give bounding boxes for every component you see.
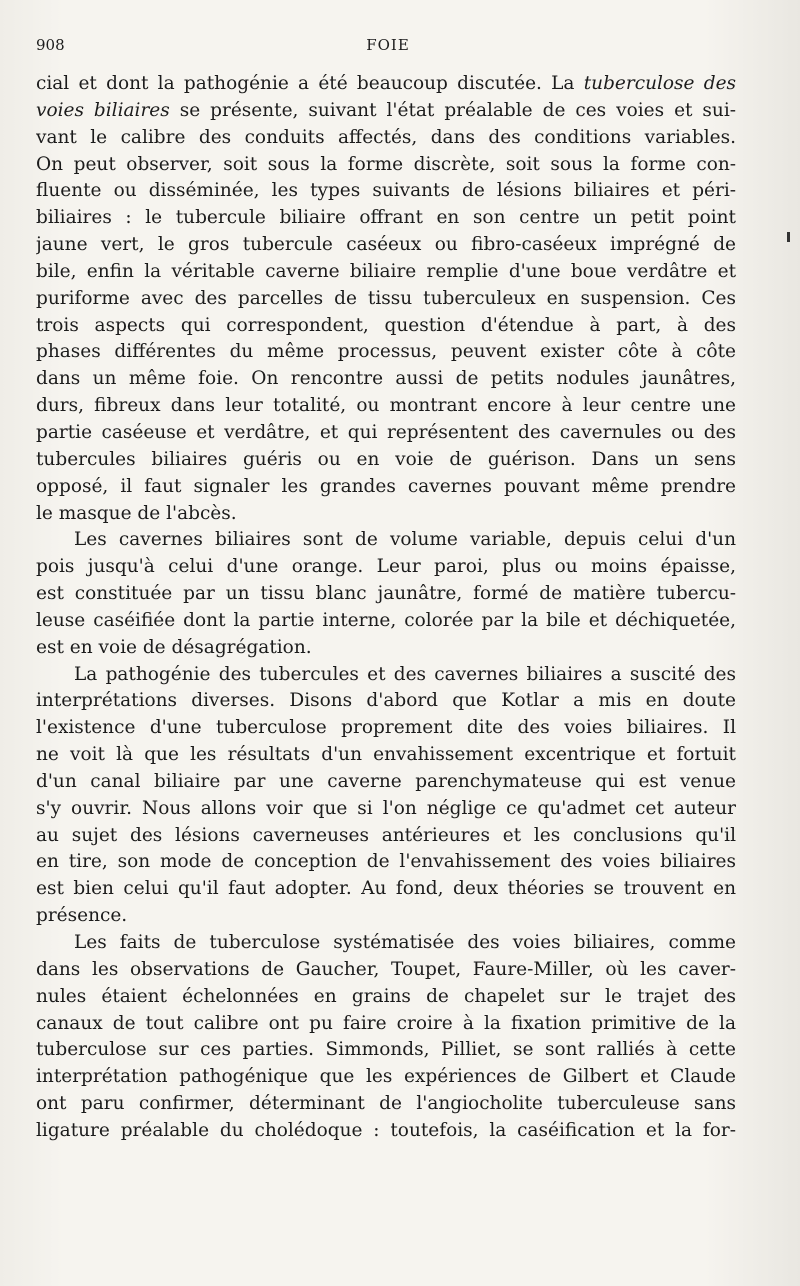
text-line — [36, 608, 736, 635]
text-line — [36, 98, 736, 125]
italic-text: voies biliaires — [36, 99, 170, 121]
line-text: biliaires : le tubercule biliaire offrant en son centre un petit point — [36, 207, 736, 229]
line-text: Les faits de tuberculose systématisée des voies biliaires, comme — [74, 932, 736, 953]
line-text: canaux de tout calibre ont pu faire croire à la fixation primitive de la — [36, 1012, 736, 1034]
line-text: le masque de l'abcès. — [36, 502, 237, 524]
line-text: ont paru confirmer, déterminant de l'angiocholite tuberculeuse sans — [36, 1093, 736, 1115]
text-line — [36, 876, 736, 903]
text-line — [36, 635, 736, 662]
line-text: La pathogénie des tubercules et des cavernes biliaires a suscité des — [74, 663, 736, 685]
line-text: se présente, suivant l'état préalable de ces voies et sui- — [169, 99, 736, 121]
line-text: nules étaient échelonnées en grains de chapelet sur le trajet des — [36, 985, 736, 1007]
text-line — [36, 796, 736, 823]
text-line — [36, 662, 736, 689]
line-text: cial et dont la pathogénie a été beaucoup discutée. La — [36, 73, 584, 94]
line-text: ligature préalable du cholédoque : toutefois, la caséification et la for- — [36, 1119, 736, 1141]
text-line — [36, 823, 736, 850]
margin-mark — [787, 232, 790, 242]
text-line — [36, 501, 736, 528]
text-line — [36, 984, 736, 1011]
text-line — [36, 178, 736, 205]
line-text: tuberculose sur ces parties. Simmonds, Pilliet, se sont ralliés à cette — [36, 1039, 736, 1061]
line-text: puriforme avec des parcelles de tissu tuberculeux en suspension. Ces — [36, 287, 736, 309]
line-text: partie caséeuse et verdâtre, et qui représentent des cavernules ou des — [36, 421, 736, 443]
text-line — [36, 1011, 736, 1038]
line-text: bile, enfin la véritable caverne biliaire remplie d'une boue verdâtre et — [36, 260, 736, 282]
text-line — [36, 769, 736, 796]
text-line — [36, 715, 736, 742]
page-header — [36, 36, 740, 58]
text-line — [36, 1064, 736, 1091]
line-text: ne voit là que les résultats d'un envahissement excentrique et fortuit — [36, 744, 736, 766]
line-text: est constituée par un tissu blanc jaunâtre, formé de matière tubercu- — [36, 583, 736, 605]
text-line — [36, 393, 736, 420]
line-text: trois aspects qui correspondent, question d'étendue à part, à des — [36, 314, 736, 336]
text-line — [36, 205, 736, 232]
line-text: On peut observer, soit sous la forme discrète, soit sous la forme con- — [36, 153, 736, 175]
text-line — [36, 930, 736, 957]
line-text: Les cavernes biliaires sont de volume variable, depuis celui d'un — [74, 529, 736, 551]
text-line — [36, 581, 736, 608]
text-line — [36, 447, 736, 474]
text-line — [36, 339, 736, 366]
text-line — [36, 1037, 736, 1064]
body-text — [36, 71, 736, 1145]
text-line — [36, 313, 736, 340]
line-text: s'y ouvrir. Nous allons voir que si l'on néglige ce qu'admet cet auteur — [36, 797, 736, 819]
text-line — [36, 742, 736, 769]
italic-text: tuberculose des — [583, 73, 736, 94]
line-text: fluente ou disséminée, les types suivants de lésions biliaires et péri- — [36, 180, 736, 202]
line-text: présence. — [36, 905, 128, 927]
line-text: jaune vert, le gros tubercule caséeux ou fibro-caséeux imprégné de — [36, 234, 736, 256]
text-line — [36, 527, 736, 554]
text-line — [36, 1091, 736, 1118]
line-text: l'existence d'une tuberculose proprement dite des voies biliaires. Il — [36, 717, 736, 739]
line-text: pois jusqu'à celui d'une orange. Leur paroi, plus ou moins épaisse, — [36, 556, 736, 578]
line-text: est bien celui qu'il faut adopter. Au fond, deux théories se trouvent en — [36, 878, 736, 900]
text-line — [36, 259, 736, 286]
text-line — [36, 420, 736, 447]
line-text: dans un même foie. On rencontre aussi de petits nodules jaunâtres, — [36, 368, 736, 390]
page-number: 908 — [36, 36, 65, 54]
line-text: au sujet des lésions caverneuses antérieures et les conclusions qu'il — [36, 824, 736, 846]
text-line — [36, 366, 736, 393]
line-text: durs, fibreux dans leur totalité, ou montrant encore à leur centre une — [36, 395, 736, 417]
line-text: leuse caséifiée dont la partie interne, colorée par la bile et déchiquetée, — [36, 609, 736, 631]
text-line — [36, 688, 736, 715]
text-line — [36, 286, 736, 313]
line-text: interprétations diverses. Disons d'abord que Kotlar a mis en doute — [36, 690, 736, 712]
text-line — [36, 957, 736, 984]
line-text: phases différentes du même processus, peuvent exister côte à côte — [36, 341, 736, 363]
line-text: vant le calibre des conduits affectés, dans des conditions variables. — [36, 126, 736, 148]
line-text: opposé, il faut signaler les grandes cavernes pouvant même prendre — [36, 475, 736, 497]
text-line — [36, 71, 736, 98]
line-text: d'un canal biliaire par une caverne parenchymateuse qui est venue — [36, 770, 736, 792]
text-line — [36, 903, 736, 930]
text-line — [36, 849, 736, 876]
line-text: est en voie de désagrégation. — [36, 636, 312, 658]
text-line — [36, 474, 736, 501]
line-text: dans les observations de Gaucher, Toupet, Faure-Miller, où les caver- — [36, 958, 736, 980]
text-line — [36, 1118, 736, 1145]
text-line — [36, 152, 736, 179]
text-line — [36, 125, 736, 152]
line-text: interprétation pathogénique que les expériences de Gilbert et Claude — [36, 1066, 736, 1088]
text-line — [36, 232, 736, 259]
line-text: tubercules biliaires guéris ou en voie de guérison. Dans un sens — [36, 448, 736, 470]
running-title: FOIE — [366, 36, 410, 54]
text-line — [36, 554, 736, 581]
line-text: en tire, son mode de conception de l'envahissement des voies biliaires — [36, 851, 736, 873]
